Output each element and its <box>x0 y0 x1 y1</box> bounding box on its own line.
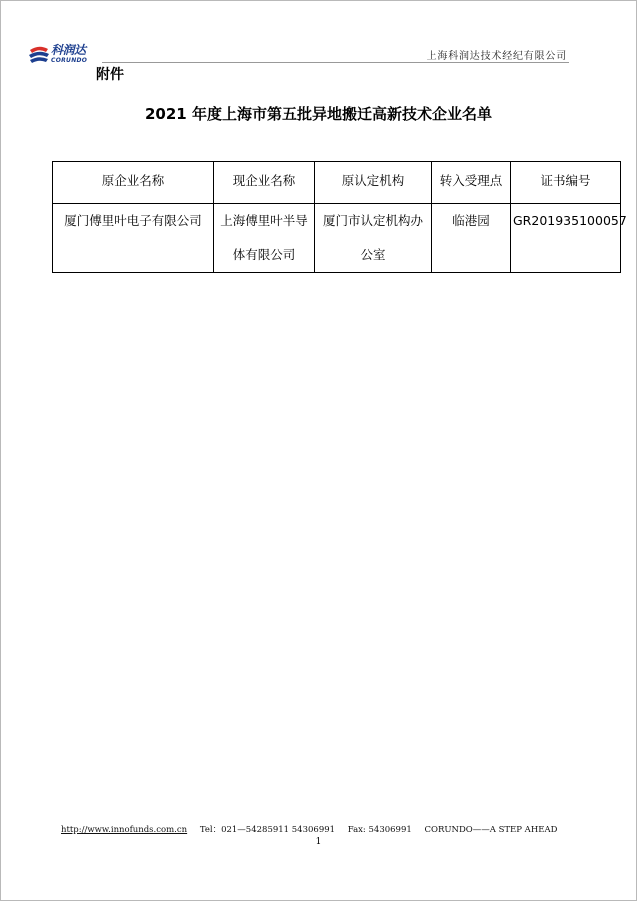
current-name-text: 上海傅里叶半导体有限公司 <box>220 213 308 262</box>
cell-certificate-no <box>511 204 627 273</box>
page-number: 1 <box>315 837 322 847</box>
column-header-certificate-no: 证书编号 <box>511 162 621 204</box>
footer-website-link[interactable]: http://www.innofunds.com.cn <box>61 825 188 835</box>
footer-fax: Fax: 54306991 <box>347 825 412 835</box>
corundo-logo-icon <box>28 44 50 64</box>
cell-original-authority <box>315 204 432 273</box>
receiving-site-text: 临港园 <box>452 213 490 228</box>
original-name-text: 厦门傅里叶电子有限公司 <box>64 213 202 228</box>
document-title: 2021 年度上海市第五批异地搬迁高新技术企业名单 <box>145 105 492 123</box>
footer <box>61 823 567 835</box>
company-logo <box>28 44 92 66</box>
column-header-original-name: 原企业名称 <box>53 162 214 204</box>
cell-original-name <box>53 204 214 273</box>
cell-receiving-site <box>432 204 511 273</box>
table-row <box>53 204 621 273</box>
header-company-name: 上海科润达技术经纪有限公司 <box>426 51 567 62</box>
certificate-no-text: GR201935100057 <box>513 213 627 228</box>
column-header-receiving-site: 转入受理点 <box>432 162 511 204</box>
original-authority-text: 厦门市认定机构办公室 <box>322 213 423 262</box>
column-header-current-name: 现企业名称 <box>214 162 315 204</box>
table-header-row <box>53 162 621 204</box>
cell-current-name <box>214 204 315 273</box>
logo-chinese-name: 科润达 <box>51 43 86 57</box>
logo-english-name: CORUNDO <box>51 57 88 64</box>
header-divider <box>102 62 569 63</box>
footer-slogan: CORUNDO——A STEP AHEAD <box>424 825 558 835</box>
enterprise-table <box>52 161 627 273</box>
attachment-label: 附件 <box>96 67 124 83</box>
footer-tel: Tel：021—54285911 54306991 <box>199 825 336 835</box>
column-header-original-authority: 原认定机构 <box>315 162 432 204</box>
